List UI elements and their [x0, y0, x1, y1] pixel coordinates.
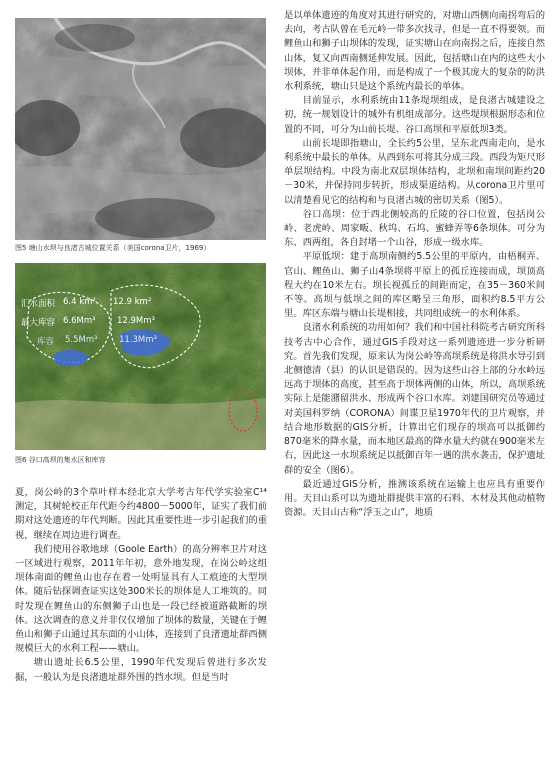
left-text-column: [15, 486, 267, 685]
paragraph: 平原低坝：建于高坝南侧约5.5公里的平原内，由梧桐弄、官山、鲤鱼山、狮子山4条坝将平原上的孤丘连接而成，坝顶高程大约在10米左右。坝长视孤丘的间距而定，在35－360米间不等。高坝与低坝之间的库区略呈三角形，面积约8.5平方公里。库区东端与塘山长堤相接，共同组成统一的水利体系。: [284, 251, 545, 320]
paragraph: 山前长堤即指塘山，全长约5公里，呈东北西南走向，是水利系统中最长的单体。从西到东可将其分成三段。西段为矩尺形单层坝结构。中段为南北双层坝体结构，北坝和南坝间距约20－30米，并保持同步转折，形成渠道结构。从corona卫片里可以清楚看见它的结构和与良渚古城的密切关系（图5）。: [284, 137, 545, 206]
paragraph: 是以单体遗迹的角度对其进行研究的，对塘山西侧向南拐弯后的去向，考古队曾在毛元岭一带多次找寻，但是一直不得要领。而鲤鱼山和狮子山坝体的发现，证实塘山在向南拐之后，连接自然山体，复又向西南侧延伸发展。因此，包括塘山在内的这些大小坝体，并非单体起作用，而是构成了一个极其庞大的复杂的防洪水利系统，塘山只是这个系统内最长的单体。: [284, 10, 545, 93]
max-capacity-label: 最大库容: [21, 318, 56, 328]
paragraph: 谷口高坝：位于西北侧较高的丘陵的谷口位置，包括岗公岭、老虎岭、周家畈、秋坞、石坞、蜜蜂弄等6条坝体。可分为东、西两组，各自封堵一个山谷，形成一级水库。: [284, 208, 545, 249]
figure-6-catchment-map: [15, 263, 266, 450]
paragraph: 塘山遗址长6.5公里，1990年代发现后曾进行多次发掘，一般认为是良渚遗址群外围的挡水坝。但是当时: [15, 657, 267, 683]
paragraph: 夏，岗公岭的3个草叶样本经北京大学考古年代学实验室C¹⁴测定，其树轮校正年代距今约4800－5000年，证实了我们前期对这处遗迹的年代判断。因此其重要性进一步引起我们的重视，继续在周边进行调查。: [15, 487, 267, 541]
figure-5-corona-satellite-image: [15, 18, 266, 240]
satellite-photo-color: [15, 263, 266, 450]
capacity-east-value: 11.3Mm³: [119, 335, 157, 345]
paragraph: 最近通过GIS分析，推测该系统在运输上也应具有重要作用。天目山系可以为遗址群提供丰富的石料、木材及其他动植物资源。天目山古称“浮玉之山”，地质: [284, 478, 545, 519]
paragraph: 良渚水利系统的功用如何？我们和中国社科院考古研究所科技考古中心合作，通过GIS手段对这一系列遗迹进一步分析研究。首先我们发现，原来认为岗公岭等高坝系统是将洪水导引到北侧德清（县）的认识是错误的。因为这些山谷上部的分水岭远远高于坝体的高度，甚至高于坝体两侧的山体，所以，高坝系统实际上是能潴留洪水、形成两个谷口水库。刘建国研究员等通过对美国科罗纳（CORONA）间谍卫星1970年代的卫片观察，并结合地形数据的GIS分析，计算出它们现存的坝高可以抵御约870毫米的降水量，而本地区最高的降水量大约就在900毫米左右，因此这一水坝系统足以抵御百年一遇的洪水袭击，保护遗址群的安全（图6）。: [284, 322, 545, 476]
max-capacity-east-value: 12.9Mm³: [117, 316, 155, 326]
paragraph: 我们使用谷歌地球（Goole Earth）的高分辨率卫片对这一区域进行观察，2011年年初，意外地发现，在岗公岭这组坝体南面的鲤鱼山也存在着一处明显具有人工痕迹的大型坝体。随后钻探调查证实这处300米长的坝体是人工堆筑的。同时发现在鲤鱼山的东侧狮子山也是一段已经被道路截断的坝体。这次调查的意义并非仅仅增加了坝体的数量，关键在于鲤鱼山和狮子山通过其东面的小山体，连接到了良渚遗址群西侧规模巨大的水利工程——塘山。: [15, 543, 267, 655]
capacity-label: 库容: [37, 337, 55, 347]
max-capacity-west-value: 6.6Mm³: [63, 316, 96, 326]
figure-5-caption: 图5 塘山水坝与良渚古城位置关系（美国corona卫片，1969）: [15, 244, 211, 252]
catchment-area-west-value: 6.4 km²: [63, 297, 96, 307]
capacity-west-value: 5.5Mm³: [65, 335, 98, 345]
satellite-photo-bw: [15, 18, 266, 240]
right-text-column: [284, 9, 545, 520]
catchment-area-east-value: 12.9 km²: [113, 297, 152, 307]
figure-6-caption: 图6 谷口高坝的集水区和库容: [15, 456, 106, 464]
paragraph: 目前显示，水利系统由11条堤坝组成，是良渚古城建设之初，统一规划设计的城外有机组成部分。这些堤坝根据形态和位置的不同，可分为山前长堤、谷口高坝和平原低坝3类。: [284, 95, 545, 135]
catchment-area-label: 汇水面积: [21, 299, 56, 309]
